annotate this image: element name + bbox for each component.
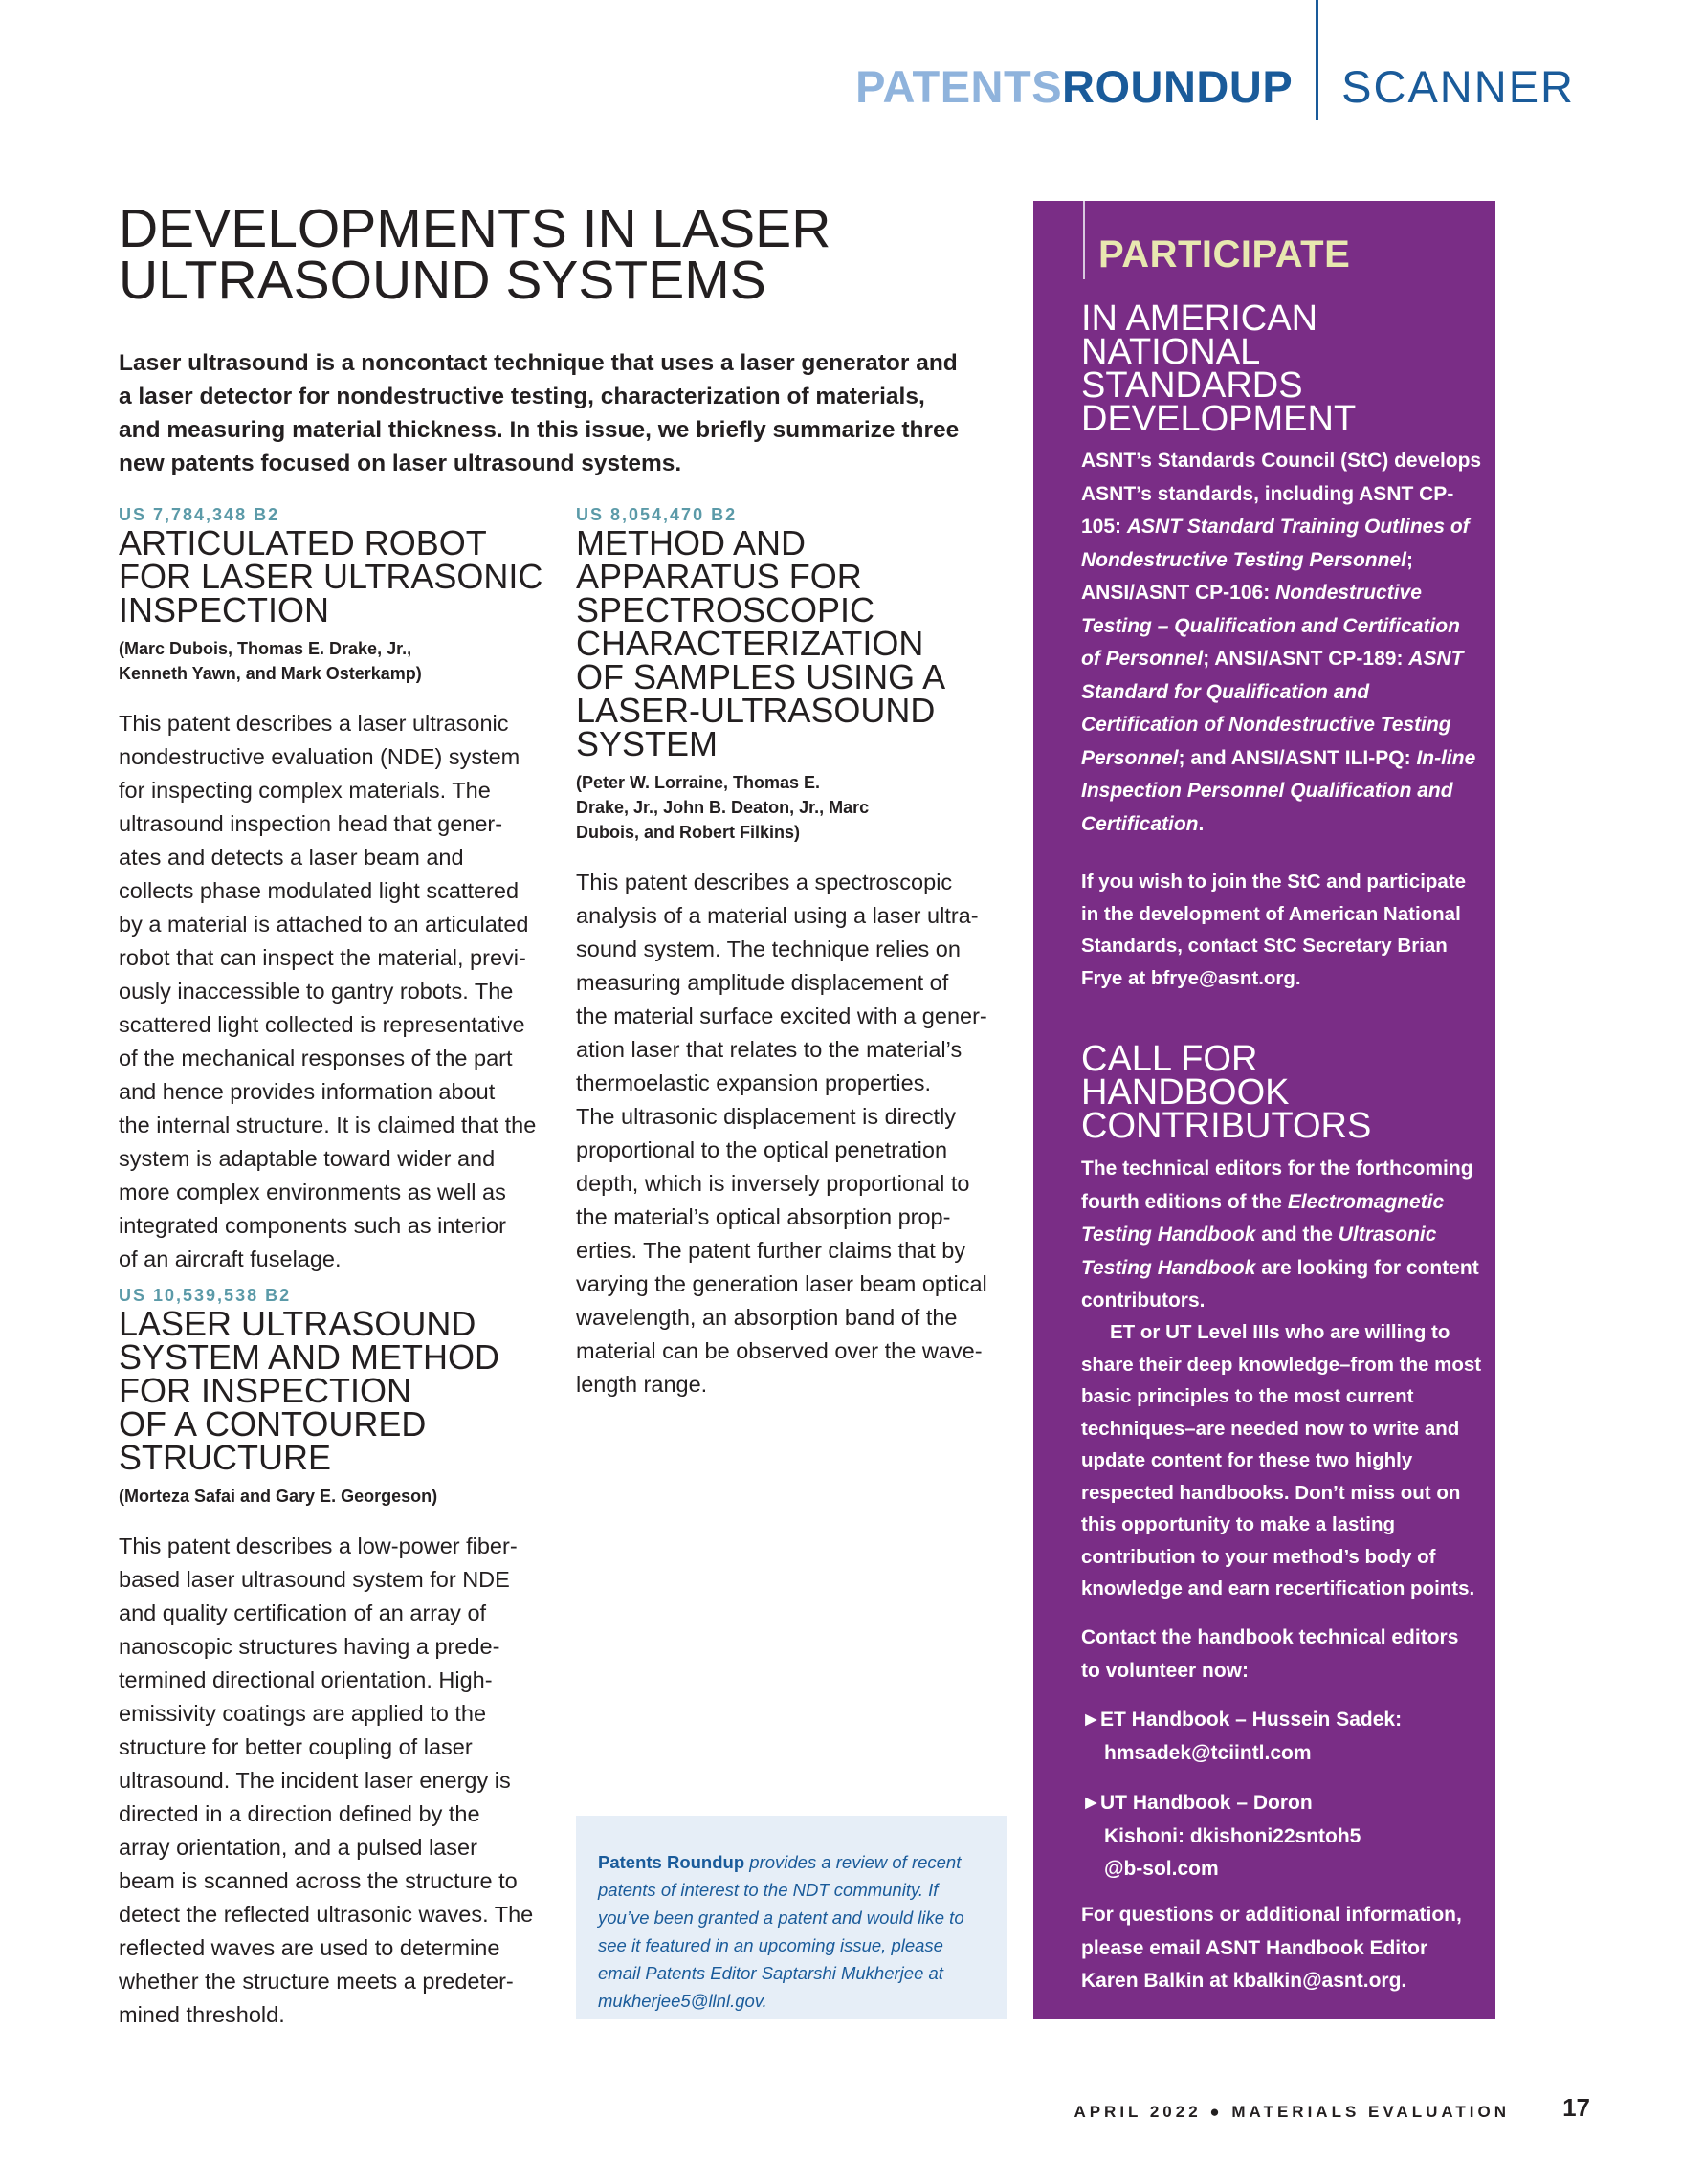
text-run-italic: Nondestructive Testing – Qualification and Certification of Personnel — [1081, 582, 1460, 670]
patent-title-line: INSPECTION — [119, 590, 330, 629]
sidebar-standards-text — [1081, 445, 1483, 841]
text-run: ; ANSI/ASNT CP-189: — [1203, 648, 1409, 670]
bullet-email[interactable]: Kishoni: dkishoni22sntoh5 — [1104, 1824, 1361, 1847]
patent-title-line: ARTICULATED ROBOT — [119, 523, 487, 563]
body-line: The ultrasonic displacement is directly — [576, 1104, 957, 1129]
body-line: nondestructive evaluation (NDE) system — [119, 744, 520, 769]
body-line: based laser ultrasound system for NDE — [119, 1567, 510, 1592]
body-line: and hence provides information about — [119, 1079, 496, 1104]
patent-title-line: METHOD AND — [576, 523, 807, 563]
body-line: reflected waves are used to determine — [119, 1935, 500, 1960]
body-line: more complex environments as well as — [119, 1180, 506, 1204]
text-run: ASNT’s Standards Council (StC) develops ASNT’s standards, including ASNT CP-105: — [1081, 450, 1482, 538]
body-line: directed in a direction defined by the — [119, 1801, 480, 1826]
sidebar-heading-handbook — [1081, 1039, 1483, 1146]
authors-line: (Peter W. Lorraine, Thomas E. — [576, 773, 821, 792]
body-line: thermoelastic expansion properties. — [576, 1070, 931, 1095]
patent-title-line: OF SAMPLES USING A — [576, 657, 946, 696]
body-line: the internal structure. It is claimed that the — [119, 1113, 537, 1137]
page-number: 17 — [1562, 2093, 1590, 2122]
notice-text: provides a review of recent patents of interest to the NDT community. If you’ve been granted a patent and would like to see it featured in an upcoming issue, please email Patents Editor Saptarshi Mukherjee at mukherjee5@llnl.gov. — [598, 1852, 964, 2011]
body-line: by a material is attached to an articulated — [119, 912, 529, 937]
sidebar-accent-bar — [1083, 201, 1085, 279]
authors-line: Dubois, and Robert Filkins) — [576, 823, 801, 842]
header-section: SCANNER — [1341, 60, 1575, 112]
patent-2 — [119, 1284, 549, 2032]
header-patents: PATENTS — [855, 60, 1063, 112]
body-line: This patent describes a low-power fiber- — [119, 1533, 518, 1558]
body-line: scattered light collected is representative — [119, 1012, 525, 1037]
body-line: whether the structure meets a predeter- — [119, 1969, 514, 1994]
patent-title — [576, 523, 1007, 763]
patent-title-line: SYSTEM AND METHOD — [119, 1337, 500, 1377]
body-line: detect the reflected ultrasonic waves. The — [119, 1902, 534, 1927]
body-line: varying the generation laser beam optical — [576, 1271, 987, 1296]
body-line: emissivity coatings are applied to the — [119, 1701, 487, 1726]
body-line: termined directional orientation. High- — [119, 1667, 493, 1692]
body-line: measuring amplitude displacement of — [576, 970, 949, 995]
patent-body — [576, 866, 1007, 1401]
title-line: ULTRASOUND SYSTEMS — [119, 250, 766, 311]
text-run-italic: ASNT Standard Training Outlines of Nondestructive Testing Personnel — [1081, 516, 1470, 571]
text-run: The technical editors for the forthcoming fourth editions of the — [1081, 1158, 1473, 1213]
body-line: beam is scanned across the structure to — [119, 1868, 518, 1893]
text-run: and the — [1255, 1224, 1339, 1246]
patent-title — [119, 523, 549, 629]
patent-authors — [119, 1484, 549, 1509]
patent-title-line: SYSTEM — [576, 724, 719, 763]
authors-line: Kenneth Yawn, and Mark Osterkamp) — [119, 664, 422, 683]
body-line: collects phase modulated light scattered — [119, 878, 520, 903]
body-line: nanoscopic structures having a prede- — [119, 1634, 500, 1659]
patent-title-line: FOR LASER ULTRASONIC — [119, 557, 543, 596]
sidebar-questions-text: For questions or additional information, please email ASNT Handbook Editor Karen Balkin at kbalkin@asnt.org. — [1081, 1904, 1462, 1992]
body-line: ates and detects a laser beam and — [119, 845, 464, 870]
bullet-email[interactable]: @b-sol.com — [1104, 1858, 1219, 1880]
patent-number: US 10,539,538 B2 — [119, 1286, 292, 1305]
body-line: This patent describes a spectroscopic — [576, 870, 953, 894]
authors-line: Drake, Jr., John B. Deaton, Jr., Marc — [576, 798, 870, 817]
patent-body — [119, 1530, 549, 2032]
patent-authors — [576, 770, 1007, 845]
footer-issue: APRIL 2022 ● MATERIALS EVALUATION — [1073, 2103, 1510, 2121]
patent-authors — [119, 636, 549, 686]
body-line: sound system. The technique relies on — [576, 937, 961, 961]
patent-title-line: APPARATUS FOR — [576, 557, 862, 596]
article-intro: Laser ultrasound is a noncontact technique that uses a laser generator and a laser detector for nondestructive testing, characterization of materials, and measuring material thickness. In this issue, we briefly summarize three new patents focused on laser ultrasound systems. — [119, 350, 960, 476]
title-line: DEVELOPMENTS IN LASER — [119, 198, 831, 259]
heading-line: NATIONAL — [1081, 332, 1261, 372]
notice-bold: Patents Roundup — [598, 1852, 745, 1872]
triangle-bullet-icon: ► — [1081, 1709, 1101, 1731]
body-line: ation laser that relates to the material’s — [576, 1037, 963, 1062]
sidebar-heading-standards — [1081, 298, 1483, 439]
authors-line: (Morteza Safai and Gary E. Georgeson) — [119, 1487, 438, 1506]
sidebar-panel — [1033, 201, 1495, 2019]
triangle-bullet-icon: ► — [1081, 1792, 1101, 1814]
heading-line: DEVELOPMENT — [1081, 399, 1357, 439]
heading-line: STANDARDS — [1081, 365, 1303, 406]
patent-title — [119, 1304, 549, 1477]
patent-title-line: OF A CONTOURED — [119, 1404, 427, 1444]
patent-3 — [576, 503, 1007, 1401]
header-roundup: ROUNDUP — [1062, 60, 1294, 112]
body-line: and quality certification of an array of — [119, 1600, 487, 1625]
body-line: This patent describes a laser ultrasonic — [119, 711, 509, 736]
body-line: mined threshold. — [119, 2002, 285, 2027]
body-line: wavelength, an absorption band of the — [576, 1305, 958, 1330]
heading-line: CONTRIBUTORS — [1081, 1106, 1372, 1146]
sidebar-bullet-et — [1081, 1704, 1483, 1770]
patent-title-line: CHARACTERIZATION — [576, 624, 924, 663]
body-line: the material surface excited with a gener- — [576, 1004, 987, 1028]
sidebar-handbook-text — [1081, 1153, 1483, 1318]
text-run: ; and ANSI/ASNT ILI-PQ: — [1178, 746, 1417, 769]
sidebar-participate: PARTICIPATE — [1098, 233, 1351, 276]
text-run-italic: In-line Inspection Personnel Qualification and Certification — [1081, 746, 1476, 835]
authors-line: (Marc Dubois, Thomas E. Drake, Jr., — [119, 639, 412, 658]
text-run-italic: ASNT Standard for Qualification and Certification of Nondestructive Testing Personnel — [1081, 648, 1464, 769]
patents-roundup-notice — [576, 1816, 1007, 2019]
text-run: . — [1198, 812, 1205, 835]
patent-title-line: FOR INSPECTION — [119, 1371, 412, 1410]
body-line: of the mechanical responses of the part — [119, 1046, 513, 1070]
body-line: length range. — [576, 1372, 708, 1397]
patent-body — [119, 707, 549, 1276]
patent-title-line: STRUCTURE — [119, 1438, 331, 1477]
body-line: integrated components such as interior — [119, 1213, 506, 1238]
body-line: ultrasound. The incident laser energy is — [119, 1768, 511, 1793]
text-run: ; ANSI/ASNT CP-106: — [1081, 548, 1413, 604]
patent-title-line: LASER-ULTRASOUND — [576, 691, 936, 730]
header-divider — [1316, 0, 1318, 120]
heading-line: CALL FOR — [1081, 1039, 1258, 1079]
body-line: the material’s optical absorption prop- — [576, 1204, 951, 1229]
body-line: material can be observed over the wave- — [576, 1338, 983, 1363]
body-line: array orientation, and a pulsed laser — [119, 1835, 477, 1860]
body-line: system is adaptable toward wider and — [119, 1146, 496, 1171]
sidebar-contact-text: Contact the handbook technical editors to volunteer now: — [1081, 1626, 1459, 1682]
sidebar-join-text: If you wish to join the StC and participate in the development of American National Standards, contact StC Secretary Brian Frye at bfrye@asnt.org. — [1081, 871, 1467, 989]
patent-number: US 8,054,470 B2 — [576, 505, 738, 524]
body-line: ously inaccessible to gantry robots. The — [119, 979, 514, 1004]
patent-title-line: SPECTROSCOPIC — [576, 590, 875, 629]
body-line: ultrasound inspection head that gener- — [119, 811, 503, 836]
bullet-email[interactable]: hmsadek@tciintl.com — [1104, 1741, 1312, 1764]
sidebar-bullet-ut — [1081, 1787, 1483, 1886]
text-run-italic: Ultrasonic Testing Handbook — [1081, 1224, 1437, 1279]
section-header — [855, 57, 1575, 115]
heading-line: HANDBOOK — [1081, 1072, 1290, 1113]
body-line: proportional to the optical penetration — [576, 1137, 948, 1162]
text-run-italic: Electromagnetic Testing Handbook — [1081, 1190, 1445, 1246]
body-line: depth, which is inversely proportional to — [576, 1171, 970, 1196]
body-line: for inspecting complex materials. The — [119, 778, 491, 803]
text-run: are looking for content contributors. — [1081, 1256, 1479, 1312]
body-line: robot that can inspect the material, previ- — [119, 945, 526, 970]
bullet-line: ET Handbook – Hussein Sadek: — [1100, 1709, 1403, 1731]
body-line: analysis of a material using a laser ultra- — [576, 903, 979, 928]
patent-number: US 7,784,348 B2 — [119, 505, 280, 524]
patent-title-line: LASER ULTRASOUND — [119, 1304, 476, 1343]
article-title — [119, 198, 980, 311]
sidebar-level3-text: ET or UT Level IIIs who are willing to share their deep knowledge–from the most basic principles to the most current techniques–are needed now to write and update content for these two highly respected handbooks. Don’t miss out on this opportunity to make a lasting contribution to your method’s body of knowledge and earn recertification points. — [1081, 1321, 1482, 1599]
body-line: of an aircraft fuselage. — [119, 1246, 342, 1271]
patent-1 — [119, 503, 549, 1276]
body-line: structure for better coupling of laser — [119, 1734, 473, 1759]
body-line: erties. The patent further claims that by — [576, 1238, 966, 1263]
bullet-line: UT Handbook – Doron — [1100, 1792, 1313, 1814]
heading-line: IN AMERICAN — [1081, 298, 1318, 339]
